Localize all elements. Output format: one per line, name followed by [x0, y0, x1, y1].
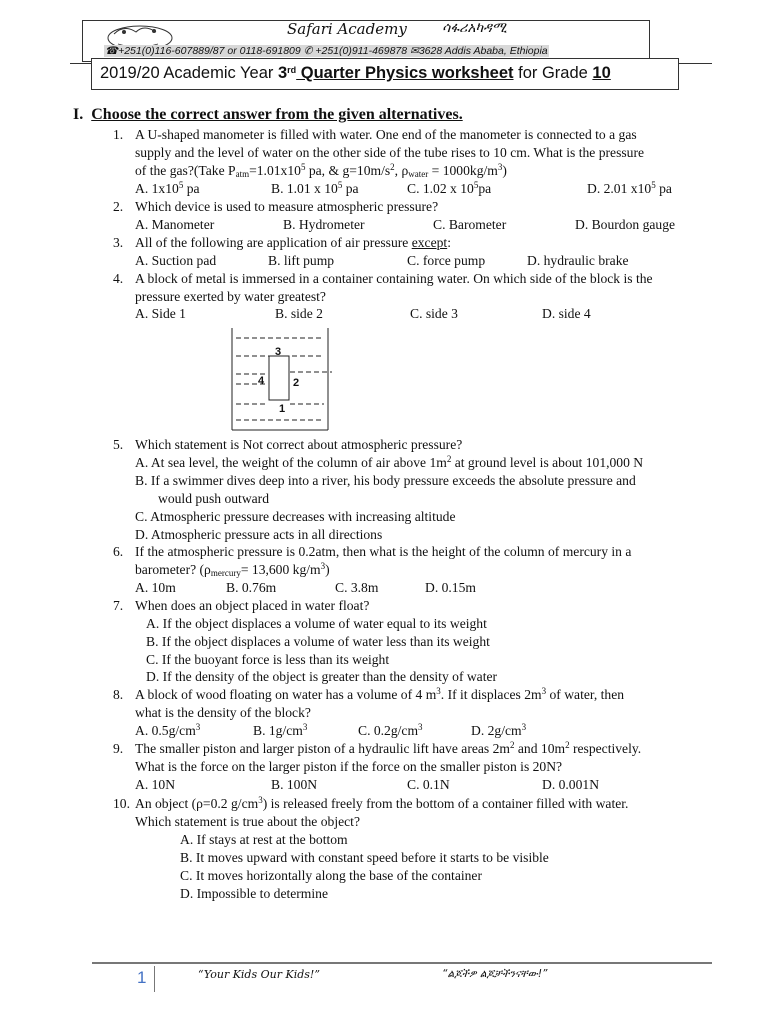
- q4-option-c: C. side 3: [410, 306, 458, 321]
- q4-number: 4.: [113, 271, 124, 286]
- q8-line2: what is the density of the block?: [135, 705, 311, 720]
- footer-slogan: “Your Kids Our Kids!”: [198, 968, 320, 981]
- q10-option-a: A. If stays at rest at the bottom: [180, 832, 348, 847]
- school-name-amharic: ሳፋሪአካዳሚ: [442, 20, 507, 36]
- q6-option-a: A. 10m: [135, 580, 176, 595]
- q9-option-a: A. 10N: [135, 777, 176, 792]
- q5-text: Which statement is Not correct about atmospheric pressure?: [135, 437, 463, 452]
- q7-option-c: C. If the buoyant force is less than its weight: [146, 652, 390, 667]
- q2-number: 2.: [113, 199, 124, 214]
- q6-option-b: B. 0.76m: [226, 580, 277, 595]
- q3-option-c: C. force pump: [407, 253, 486, 268]
- q6-option-c: C. 3.8m: [335, 580, 379, 595]
- page-number-divider: [154, 966, 155, 992]
- q5-option-d: D. Atmospheric pressure acts in all directions: [135, 527, 383, 542]
- footer-rule: [92, 962, 712, 964]
- q7-text: When does an object placed in water float?: [135, 598, 370, 613]
- q3-option-b: B. lift pump: [268, 253, 335, 268]
- q8-option-c: C. $0.2g/cm^3$: [358, 722, 423, 738]
- q10-line2: Which statement is true about the object?: [135, 814, 360, 829]
- q4-option-d: D. side 4: [542, 306, 591, 321]
- q6-option-d: D. 0.15m: [425, 580, 476, 595]
- contact-info: ☎+251(0)116-607889/87 or 0118-691809 ✆ +251(0)911-469878 ✉3628 Addis Ababa, Ethiopia: [105, 45, 548, 57]
- q3-option-a: A. Suction pad: [135, 253, 217, 268]
- page-number: 1: [137, 968, 147, 987]
- q9-option-c: C. 0.1N: [407, 777, 450, 792]
- q6-line1: If the atmospheric pressure is 0.2atm, then what is the height of the column of mercury in a: [135, 544, 632, 559]
- side-4-label: 4: [258, 375, 265, 387]
- container-diagram: [228, 326, 338, 434]
- q10-option-d: D. Impossible to determine: [180, 886, 328, 901]
- q9-option-b: B. 100N: [271, 777, 318, 792]
- q5-option-c: C. Atmospheric pressure decreases with increasing altitude: [135, 509, 456, 524]
- q8-option-d: D. $2g/cm^3$: [471, 722, 527, 738]
- q1-option-a: A. $1x10^5$ pa: [135, 180, 200, 196]
- q7-option-a: A. If the object displaces a volume of water equal to its weight: [146, 616, 487, 631]
- q5-number: 5.: [113, 437, 124, 452]
- q6-line2: barometer? ($\rho_{mercury}= 13,600$ $kg/m^3$): [135, 561, 330, 578]
- q9-option-d: D. 0.001N: [542, 777, 600, 792]
- q10-option-b: B. It moves upward with constant speed before it starts to be visible: [180, 850, 549, 865]
- q1-line3: of the gas?(Take $P_{atm}=1.01x10^5$ pa, & $g=10m/s^2$, $\rho_{water} = 1000kg/m^3$): [135, 162, 507, 179]
- q4-line1: A block of metal is immersed in a container containing water. On which side of the block is the: [135, 271, 653, 286]
- q8-option-b: B. $1g/cm^3$: [253, 722, 308, 738]
- q10-option-c: C. It moves horizontally along the base of the container: [180, 868, 482, 883]
- footer-slogan-amharic: “ልጆችዎ ልጆቻችንናቸው!”: [442, 968, 548, 980]
- side-3-label: 3: [275, 346, 282, 358]
- q4-option-b: B. side 2: [275, 306, 323, 321]
- q3-number: 3.: [113, 235, 124, 250]
- q9-number: 9.: [113, 741, 124, 756]
- q5-option-b: B. If a swimmer dives deep into a river, his body pressure exceeds the absolute pressure and: [135, 473, 636, 488]
- q3-text: All of the following are application of air pressure except:: [135, 235, 451, 250]
- q4-option-a: A. Side 1: [135, 306, 186, 321]
- q2-text: Which device is used to measure atmospheric pressure?: [135, 199, 439, 214]
- q7-option-d: D. If the density of the object is greater than the density of water: [146, 669, 498, 684]
- q2-option-b: B. Hydrometer: [283, 217, 365, 232]
- q8-line1: A block of wood floating on water has a volume of 4 $m^3$. If it displaces $2m^3$ of water, then: [135, 686, 625, 702]
- q1-option-b: B. 1.01 x $10^5$ pa: [271, 180, 359, 196]
- metal-block: [269, 356, 289, 400]
- q9-line1: The smaller piston and larger piston of a hydraulic lift have areas $2m^2$ and $10m^2$ respectively.: [135, 740, 642, 756]
- q2-option-d: D. Bourdon gauge: [575, 217, 676, 232]
- section-heading: I. Choose the correct answer from the given alternatives.: [73, 106, 463, 123]
- q10-number: 10.: [113, 796, 130, 811]
- q1-line2: supply and the level of water on the other side of the tube rises to 10 cm. What is the pressure: [135, 145, 645, 160]
- q4-line2: pressure exerted by water greatest?: [135, 289, 326, 304]
- q8-number: 8.: [113, 687, 124, 702]
- q3-option-d: D. hydraulic brake: [527, 253, 629, 268]
- q2-option-a: A. Manometer: [135, 217, 215, 232]
- q6-number: 6.: [113, 544, 124, 559]
- q9-line2: What is the force on the larger piston if the force on the smaller piston is 20N?: [135, 759, 563, 774]
- q5-option-b-cont: would push outward: [158, 491, 270, 506]
- q7-number: 7.: [113, 598, 124, 613]
- q1-option-d: D. 2.01 $x10^5$ pa: [587, 180, 672, 196]
- side-1-label: 1: [279, 403, 286, 415]
- q8-option-a: A. $0.5g/cm^3$: [135, 722, 201, 738]
- q7-option-b: B. If the object displaces a volume of water less than its weight: [146, 634, 490, 649]
- q5-option-a: A. At sea level, the weight of the column of air above $1m^2$ at ground level is about 101,000 N: [135, 454, 644, 470]
- q1-line1: A U-shaped manometer is filled with water. One end of the manometer is connected to a gas: [135, 127, 637, 142]
- q1-option-c: C. 1.02 x $10^5pa$: [407, 180, 492, 196]
- q10-line1: An object (ρ=0.2 $g/cm^3$) is released freely from the bottom of a container filled with water.: [135, 795, 629, 811]
- q2-option-c: C. Barometer: [433, 217, 507, 232]
- school-name: Safari Academy: [287, 20, 407, 38]
- q1-number: 1.: [113, 127, 124, 142]
- worksheet-title: 2019/20 Academic Year 3rd Quarter Physics worksheet for Grade 10: [100, 64, 611, 82]
- side-2-label: 2: [293, 377, 300, 389]
